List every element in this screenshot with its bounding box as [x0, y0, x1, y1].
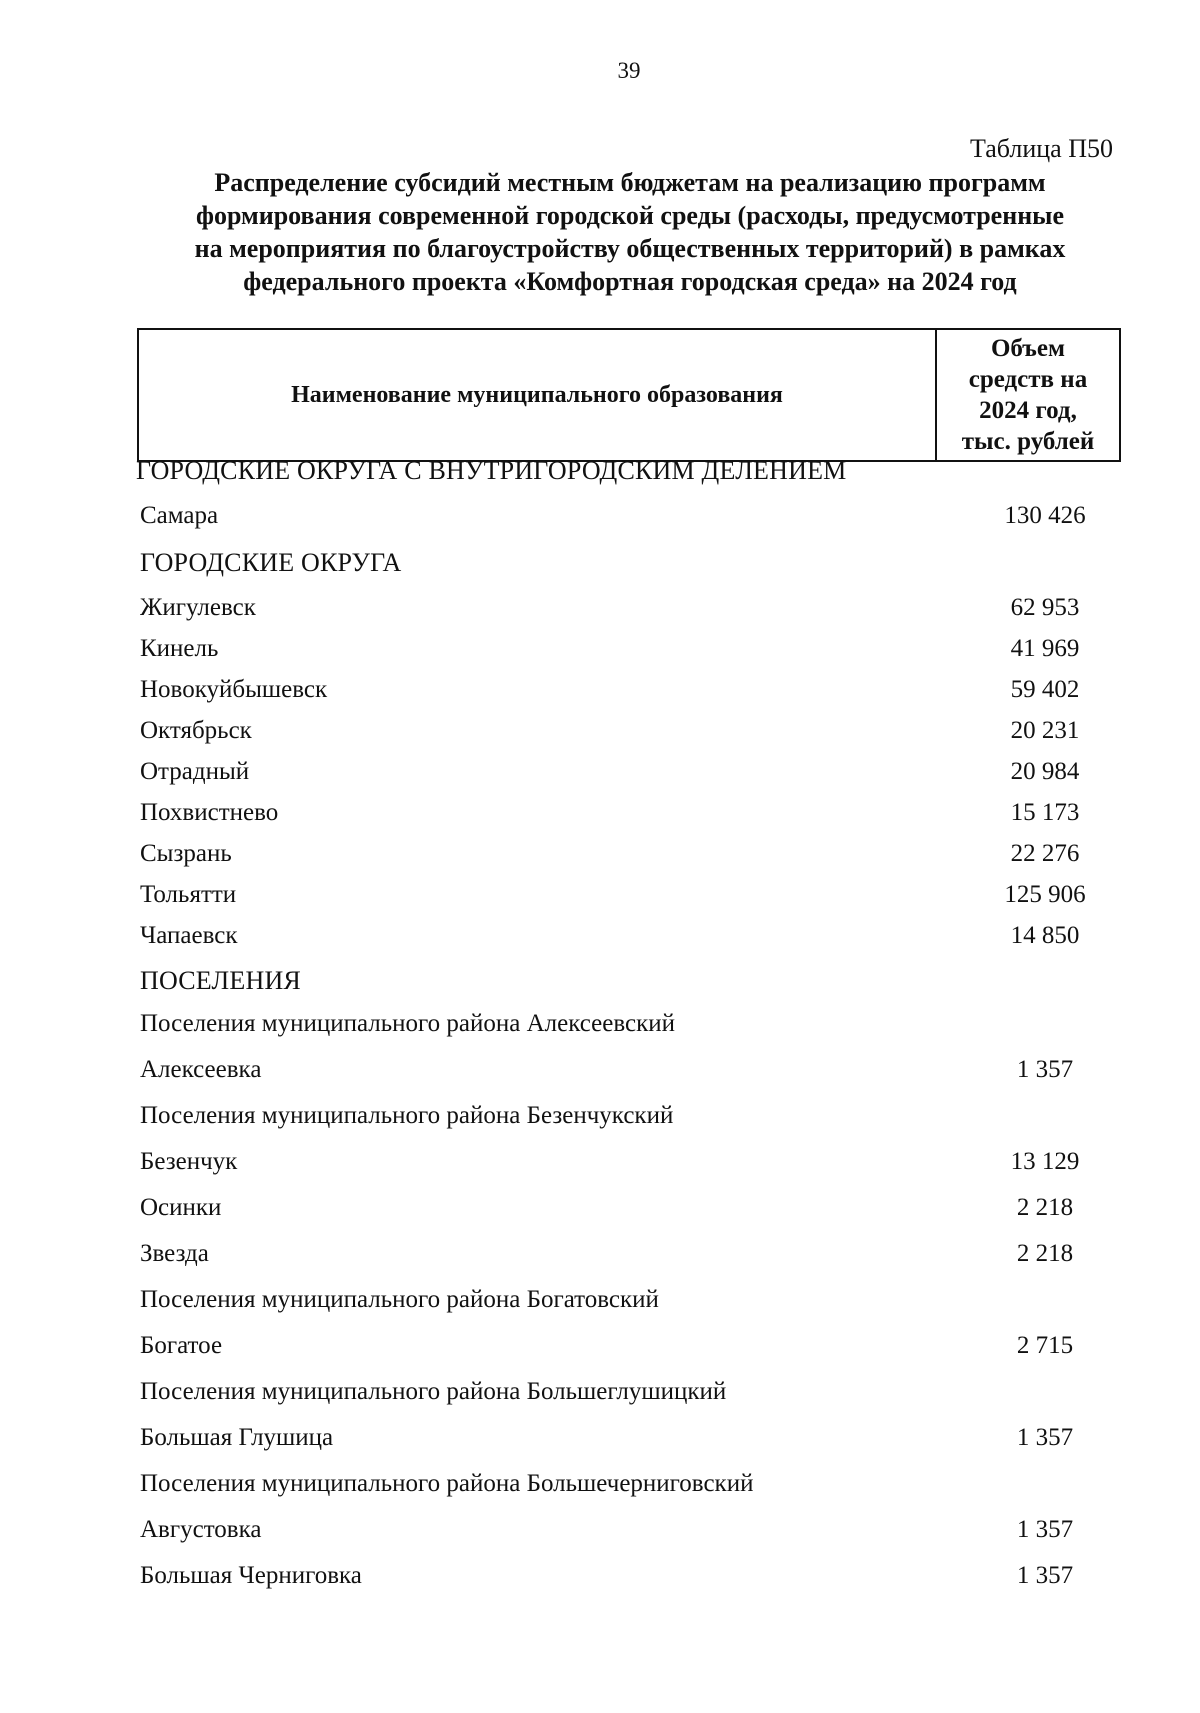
row-name: Сызрань — [140, 840, 232, 867]
row-value: 41 969 — [1010, 635, 1080, 662]
row-name: Поселения муниципального района Богатовский — [140, 1286, 659, 1313]
row-name: Звезда — [140, 1240, 209, 1267]
row-name: ПОСЕЛЕНИЯ — [140, 966, 301, 995]
title-line: федерального проекта «Комфортная городская среда» на 2024 год — [243, 267, 1017, 296]
row-name: Богатое — [140, 1332, 223, 1359]
row-name: Поселения муниципального района Алексеевский — [140, 1010, 676, 1037]
row-name: Жигулевск — [140, 594, 256, 621]
table-header — [137, 328, 1121, 462]
row-name: Осинки — [140, 1194, 222, 1221]
row-name: Августовка — [140, 1516, 262, 1543]
row-name: ГОРОДСКИЕ ОКРУГА С ВНУТРИГОРОДСКИМ ДЕЛЕНИЕМ — [136, 456, 847, 485]
header-amount-line: Объем — [990, 335, 1066, 362]
title-line: на мероприятия по благоустройству общественных территорий) в рамках — [194, 234, 1066, 263]
header-amount-line: 2024 год, — [979, 397, 1077, 424]
row-value: 20 984 — [1010, 758, 1080, 785]
header-amount-line: тыс. рублей — [961, 428, 1095, 455]
row-value: 62 953 — [1010, 594, 1080, 621]
row-name: Безенчук — [140, 1148, 238, 1175]
table-label: Таблица П50 — [970, 134, 1113, 163]
row-name: Алексеевка — [140, 1056, 262, 1083]
row-value: 14 850 — [1010, 922, 1080, 949]
row-name: Поселения муниципального района Большеглушицкий — [140, 1378, 727, 1405]
row-name: Чапаевск — [140, 922, 238, 949]
row-value: 1 357 — [1016, 1516, 1074, 1543]
title-line: формирования современной городской среды (расходы, предусмотренные — [195, 201, 1065, 230]
row-name: Отрадный — [140, 758, 250, 785]
header-amount-column — [937, 330, 1119, 460]
row-value: 125 906 — [1004, 881, 1086, 908]
row-name: Поселения муниципального района Безенчукский — [140, 1102, 674, 1129]
row-value: 15 173 — [1010, 799, 1080, 826]
row-value: 1 357 — [1016, 1424, 1074, 1451]
header-name-column: Наименование муниципального образования — [139, 330, 937, 460]
row-value: 59 402 — [1010, 676, 1080, 703]
row-name: Похвистнево — [140, 799, 279, 826]
row-value: 1 357 — [1016, 1056, 1074, 1083]
row-value: 13 129 — [1010, 1148, 1080, 1175]
row-value: 22 276 — [1010, 840, 1080, 867]
row-value: 2 218 — [1016, 1240, 1074, 1267]
header-amount-line: средств на — [968, 366, 1088, 393]
row-name: Большая Черниговка — [140, 1562, 362, 1589]
row-name: ГОРОДСКИЕ ОКРУГА — [140, 548, 402, 577]
title-line: Распределение субсидий местным бюджетам на реализацию программ — [214, 168, 1046, 197]
row-value: 2 715 — [1016, 1332, 1074, 1359]
row-value: 1 357 — [1016, 1562, 1074, 1589]
row-name: Тольятти — [140, 881, 237, 908]
document-title — [140, 166, 1120, 298]
row-name: Кинель — [140, 635, 219, 662]
row-value: 20 231 — [1010, 717, 1080, 744]
row-value: 130 426 — [1004, 502, 1086, 529]
row-name: Октябрьск — [140, 717, 252, 744]
row-name: Новокуйбышевск — [140, 676, 328, 703]
row-name: Самара — [140, 502, 219, 529]
row-name: Поселения муниципального района Большечерниговский — [140, 1470, 754, 1497]
row-name: Большая Глушица — [140, 1424, 334, 1451]
row-value: 2 218 — [1016, 1194, 1074, 1221]
page-number: 39 — [617, 58, 641, 83]
